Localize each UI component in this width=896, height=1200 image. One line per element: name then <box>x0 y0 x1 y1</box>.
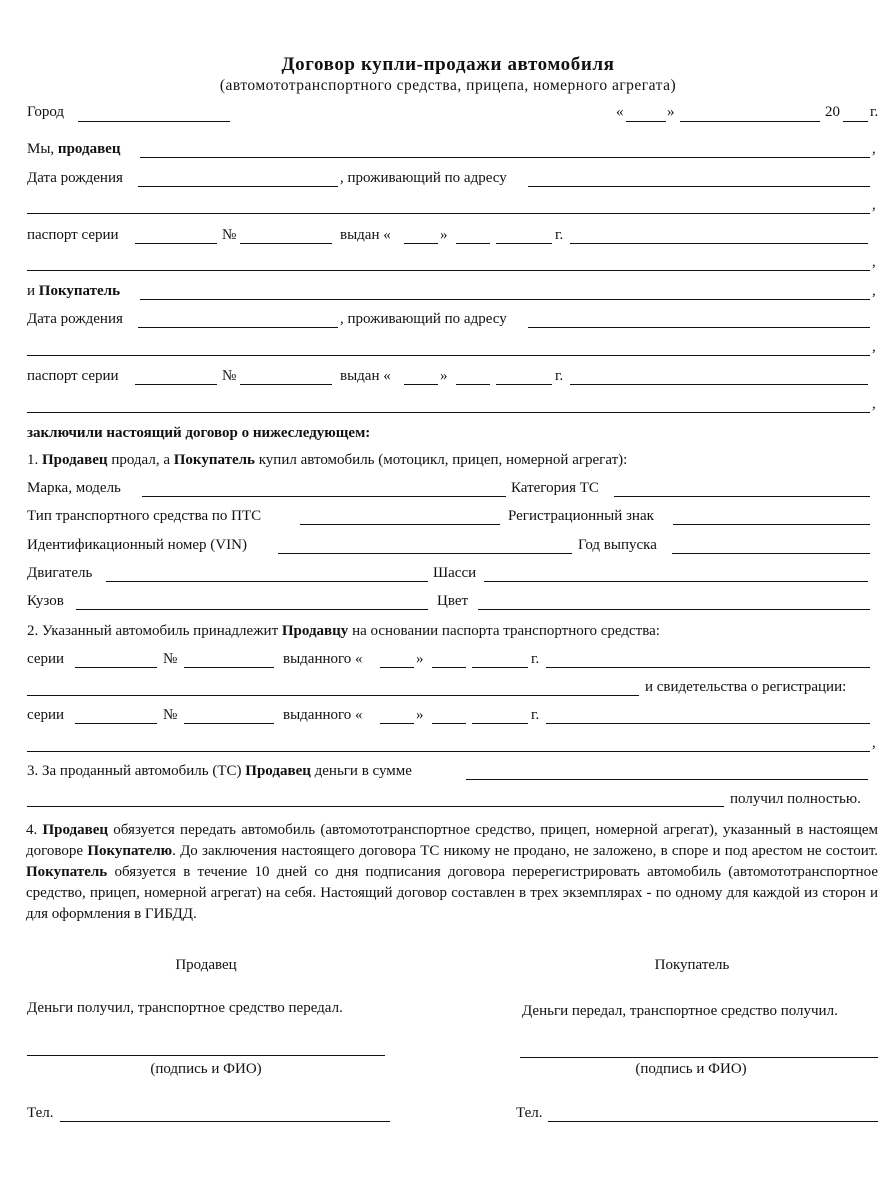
date-year-suffix: г. <box>870 104 879 120</box>
city-field[interactable] <box>78 121 230 122</box>
sts-number-field[interactable] <box>184 723 274 724</box>
seller-issued-label: выдан « <box>340 227 391 243</box>
number-sign: № <box>222 227 237 243</box>
pts-issued-by-field[interactable] <box>546 667 870 668</box>
pts-number-field[interactable] <box>184 667 274 668</box>
vin-label: Идентификационный номер (VIN) <box>27 537 247 553</box>
quote-close: » <box>440 368 448 384</box>
received-label: получил полностью. <box>730 791 861 807</box>
number-sign: № <box>163 707 178 723</box>
seller-passport-series-field[interactable] <box>135 243 217 244</box>
sts-series-label: серии <box>27 707 65 723</box>
clause3-text: 3. За проданный автомобиль (ТС) Продавец деньги в сумме <box>27 763 412 779</box>
color-label: Цвет <box>437 593 469 609</box>
comma: , <box>872 141 876 157</box>
comma: , <box>872 396 876 412</box>
comma: , <box>872 197 876 213</box>
pts-issued-day-field[interactable] <box>380 667 414 668</box>
date-month-field[interactable] <box>680 121 820 122</box>
reg-plate-label: Регистрационный знак <box>508 508 654 524</box>
buyer-dob-field[interactable] <box>138 327 338 328</box>
buyer-intro: и Покупатель <box>27 283 121 299</box>
comma: , <box>872 735 876 751</box>
seller-address-field[interactable] <box>528 186 870 187</box>
clause1-text: 1. Продавец продал, а Покупатель купил автомобиль (мотоцикл, прицеп, номерной агрегат): <box>27 452 628 468</box>
buyer-passport-number-field[interactable] <box>240 384 332 385</box>
buyer-phone-label: Тел. <box>516 1105 543 1121</box>
buyer-issued-year-field[interactable] <box>496 384 552 385</box>
buyer-signature-note: Деньги передал, транспортное средство получил. <box>522 1003 838 1019</box>
year-label: Год выпуска <box>578 537 657 553</box>
quote-close: » <box>416 707 424 723</box>
buyer-issued-month-field[interactable] <box>456 384 490 385</box>
seller-passport-number-field[interactable] <box>240 243 332 244</box>
seller-phone-label: Тел. <box>27 1105 54 1121</box>
engine-label: Двигатель <box>27 565 93 581</box>
seller-role: продавец <box>57 141 121 157</box>
body-label: Кузов <box>27 593 64 609</box>
comma: , <box>872 339 876 355</box>
chassis-field[interactable] <box>484 581 868 582</box>
seller-dob-label: Дата рождения <box>27 170 123 186</box>
sts-issued-label: выданного « <box>283 707 363 723</box>
vehicle-type-field[interactable] <box>300 524 500 525</box>
quote-close: » <box>416 651 424 667</box>
reg-plate-field[interactable] <box>673 524 870 525</box>
sts-issued-by-field[interactable] <box>546 723 870 724</box>
pts-series-field[interactable] <box>75 667 157 668</box>
date-quote-close: » <box>667 104 675 120</box>
clause4-text: 4. Продавец обязуется передать автомобиль (автомототранспортное средство, прицеп, номерной агрегат), указанный в настоящем договоре Покупателю. До заключения настоящего договора ТС никому не продано, не заложено, в споре и под арестом не состоит. Покупатель обязуется в течение 10 дней со дня подписания договора перерегистрировать автомобиль (автомототранспортное средство, прицеп, номерной агрегат) на себя. Настоящий договор составлен в трех экземплярах - по одному для каждой из сторон и для оформления в ГИБДД. <box>26 822 879 922</box>
category-field[interactable] <box>614 496 870 497</box>
seller-signature-note: Деньги получил, транспортное средство передал. <box>27 1000 343 1016</box>
document-title: Договор купли-продажи автомобиля <box>281 54 615 75</box>
body-field[interactable] <box>76 609 428 610</box>
year-g: г. <box>531 707 540 723</box>
sts-issued-year-field[interactable] <box>472 723 528 724</box>
buyer-address-field-2[interactable] <box>27 355 870 356</box>
city-label: Город <box>27 104 65 120</box>
seller-issued-day-field[interactable] <box>404 243 438 244</box>
seller-issued-month-field[interactable] <box>456 243 490 244</box>
seller-issued-year-field[interactable] <box>496 243 552 244</box>
comma: , <box>872 283 876 299</box>
buyer-address-field[interactable] <box>528 327 870 328</box>
year-g: г. <box>531 651 540 667</box>
seller-phone-field[interactable] <box>60 1121 390 1122</box>
chassis-label: Шасси <box>433 565 477 581</box>
pts-issued-year-field[interactable] <box>472 667 528 668</box>
clause2-text: 2. Указанный автомобиль принадлежит Продавцу на основании паспорта транспортного средства: <box>27 623 660 639</box>
year-field[interactable] <box>672 553 870 554</box>
number-sign: № <box>163 651 178 667</box>
pts-issued-month-field[interactable] <box>432 667 466 668</box>
buyer-passport-series-field[interactable] <box>135 384 217 385</box>
pts-issued-label: выданного « <box>283 651 363 667</box>
buyer-role: Покупатель <box>38 283 121 299</box>
date-year-field[interactable] <box>843 121 868 122</box>
seller-signature-title: Продавец <box>175 957 237 973</box>
buyer-issued-by-field[interactable] <box>570 384 868 385</box>
sts-issued-by-field-2[interactable] <box>27 751 870 752</box>
date-day-field[interactable] <box>626 121 666 122</box>
sts-series-field[interactable] <box>75 723 157 724</box>
buyer-signature-field[interactable] <box>520 1057 878 1058</box>
buyer-dob-label: Дата рождения <box>27 311 123 327</box>
engine-field[interactable] <box>106 581 428 582</box>
buyer-phone-field[interactable] <box>548 1121 878 1122</box>
seller-name-field[interactable] <box>140 157 870 158</box>
make-model-field[interactable] <box>142 496 506 497</box>
buyer-address-label: , проживающий по адресу <box>340 311 507 327</box>
date-quote-open: « <box>616 104 624 120</box>
seller-signature-caption: (подпись и ФИО) <box>150 1061 262 1077</box>
document-subtitle: (автомототранспортного средства, прицепа, номерного агрегата) <box>219 77 677 94</box>
date-year-prefix: 20 <box>825 104 840 120</box>
year-g: г. <box>555 368 564 384</box>
seller-issued-by-field[interactable] <box>570 243 868 244</box>
seller-address-field-2[interactable] <box>27 213 870 214</box>
agreement-intro: заключили настоящий договор о нижеследующем: <box>27 425 371 441</box>
pts-series-label: серии <box>27 651 65 667</box>
price-words-field[interactable] <box>27 806 724 807</box>
buyer-issued-label: выдан « <box>340 368 391 384</box>
registration-label: и свидетельства о регистрации: <box>645 679 847 695</box>
make-model-label: Марка, модель <box>27 480 121 496</box>
number-sign: № <box>222 368 237 384</box>
sts-issued-day-field[interactable] <box>380 723 414 724</box>
price-field[interactable] <box>466 779 868 780</box>
sts-issued-month-field[interactable] <box>432 723 466 724</box>
seller-issued-by-field-2[interactable] <box>27 270 870 271</box>
buyer-name-field[interactable] <box>140 299 870 300</box>
seller-passport-label: паспорт серии <box>27 227 119 243</box>
category-label: Категория ТС <box>511 480 599 496</box>
color-field[interactable] <box>478 609 870 610</box>
seller-intro: Мы, продавец <box>27 141 121 157</box>
seller-signature-field[interactable] <box>27 1055 385 1056</box>
year-g: г. <box>555 227 564 243</box>
vehicle-type-label: Тип транспортного средства по ПТС <box>27 508 262 524</box>
buyer-signature-caption: (подпись и ФИО) <box>635 1061 747 1077</box>
pts-issued-by-field-2[interactable] <box>27 695 639 696</box>
quote-close: » <box>440 227 448 243</box>
vin-field[interactable] <box>278 553 572 554</box>
buyer-signature-title: Покупатель <box>654 957 730 973</box>
buyer-issued-day-field[interactable] <box>404 384 438 385</box>
seller-address-label: , проживающий по адресу <box>340 170 507 186</box>
buyer-passport-label: паспорт серии <box>27 368 119 384</box>
comma: , <box>872 254 876 270</box>
seller-dob-field[interactable] <box>138 186 338 187</box>
buyer-issued-by-field-2[interactable] <box>27 412 870 413</box>
